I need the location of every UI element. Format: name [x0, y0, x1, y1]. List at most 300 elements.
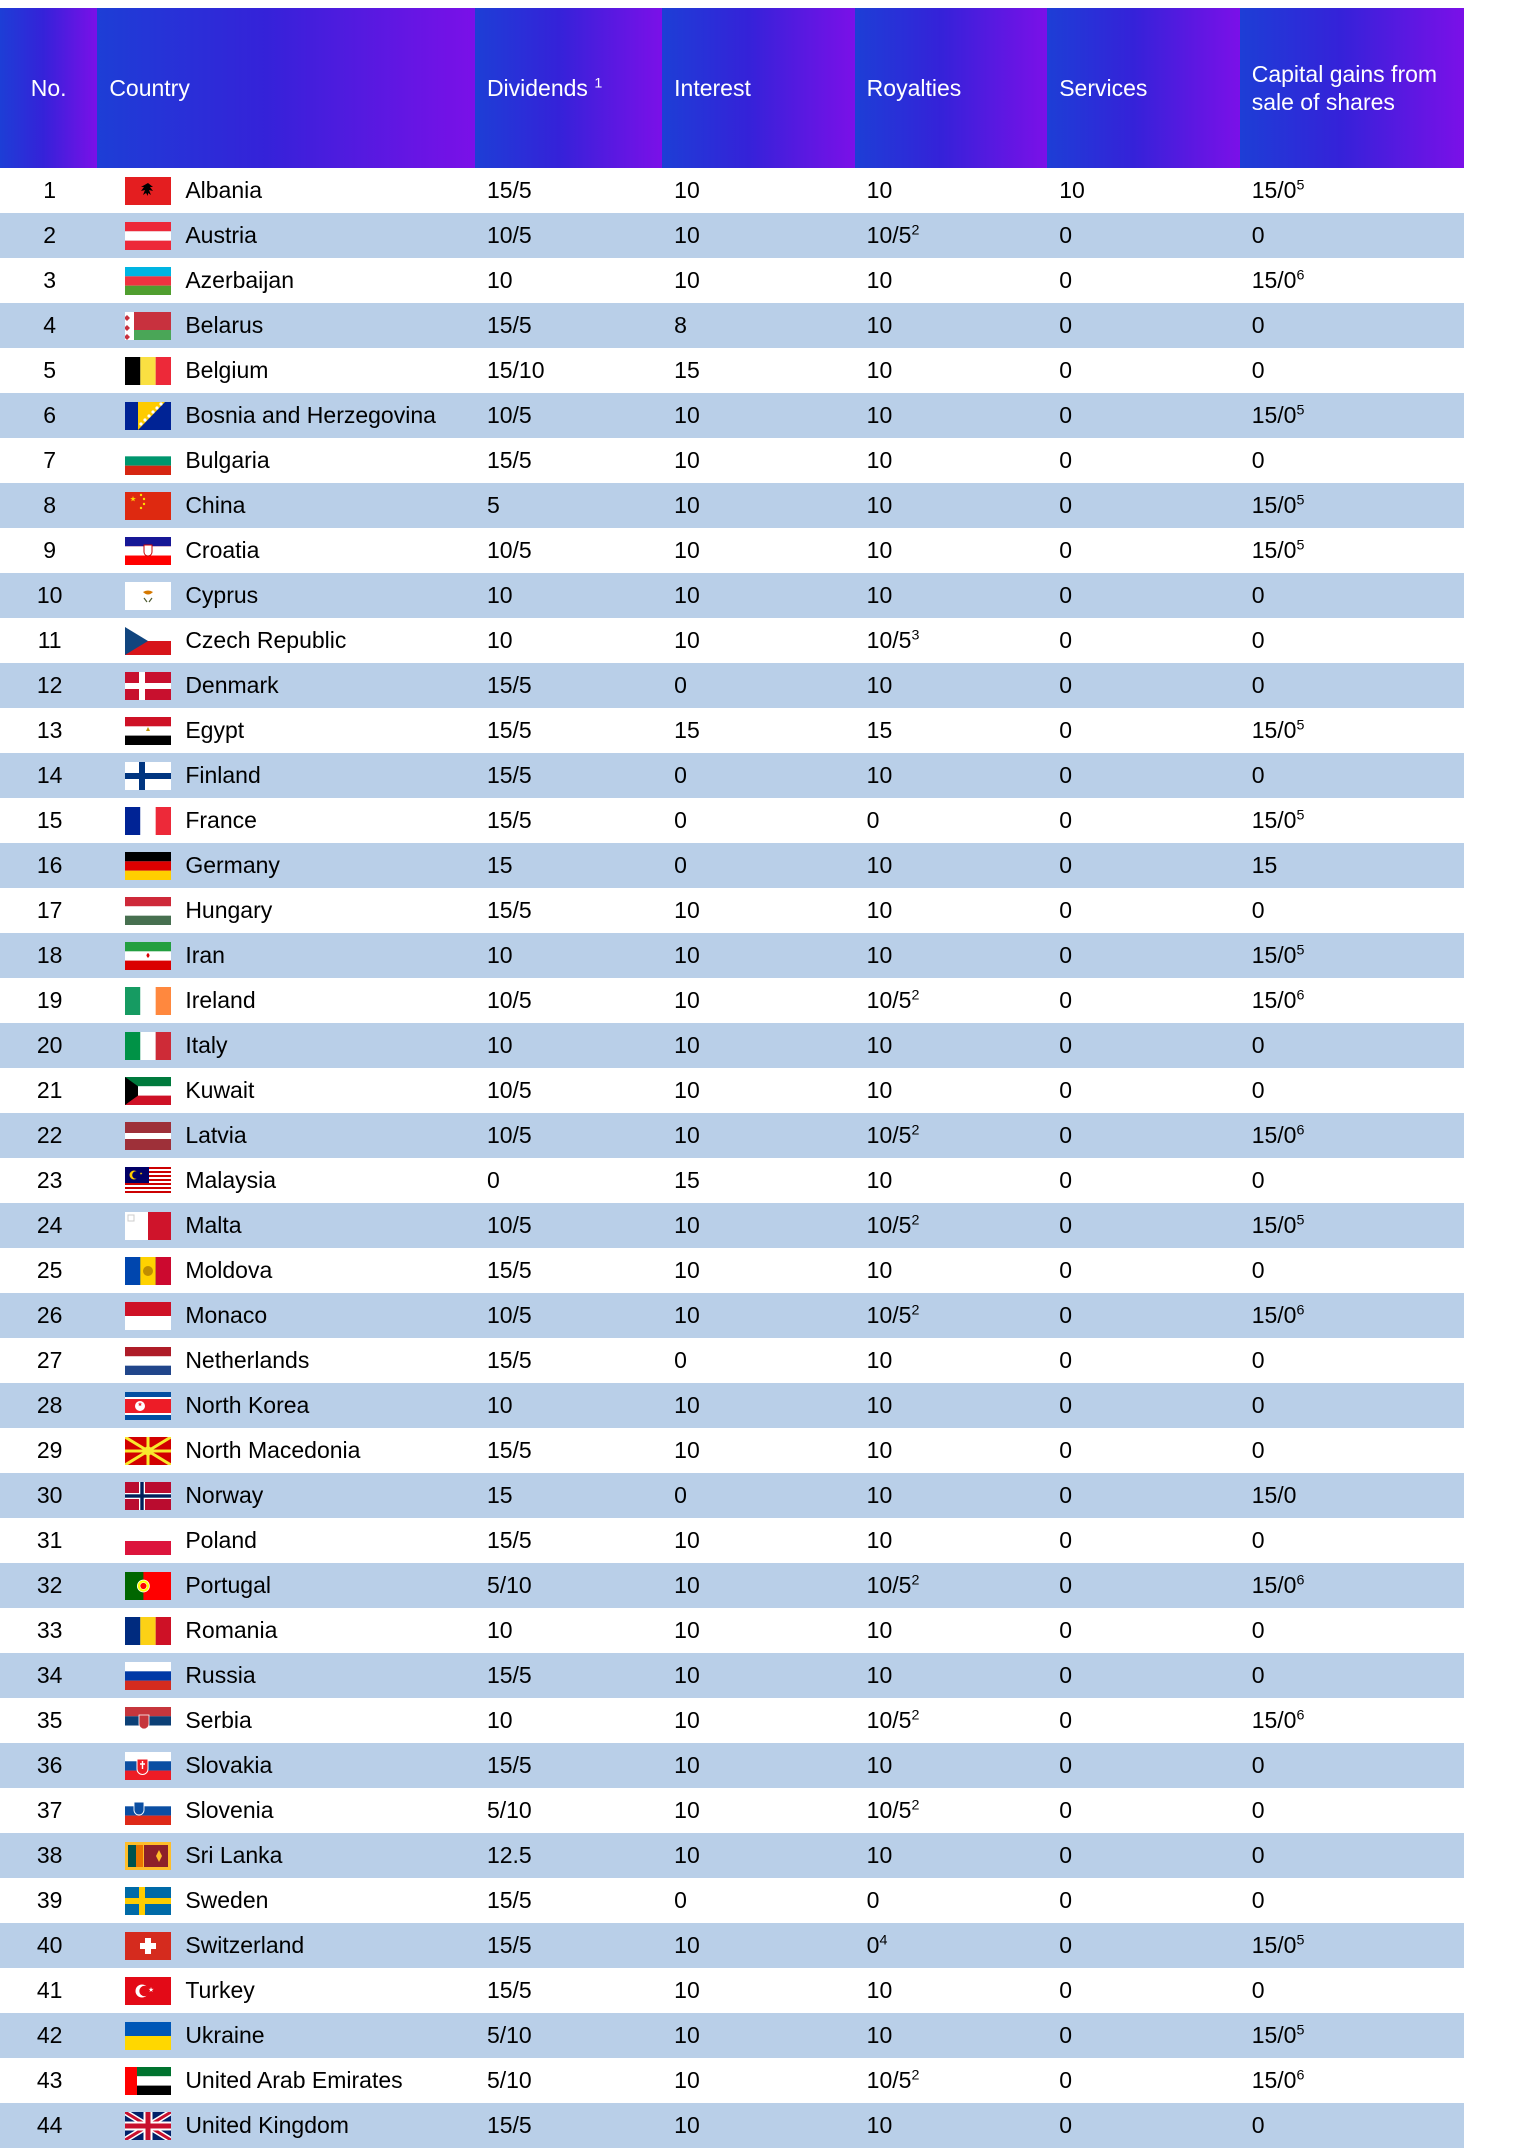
row-dividends: 5/10 — [475, 1788, 662, 1833]
row-capital-gains: 0 — [1240, 1833, 1464, 1878]
row-interest: 0 — [662, 843, 855, 888]
row-capital-gains: 0 — [1240, 348, 1464, 393]
row-services: 10 — [1047, 168, 1240, 213]
row-royalties: 10 — [855, 1743, 1048, 1788]
row-capital-gains: $15/0^6$ — [1240, 1113, 1464, 1158]
row-interest: 10 — [662, 1923, 855, 1968]
row-dividends: 10/5 — [475, 978, 662, 1023]
flag-bosnia-icon — [125, 402, 171, 430]
row-dividends: 15/5 — [475, 1248, 662, 1293]
row-interest: 10 — [662, 1968, 855, 2013]
row-services: 0 — [1047, 2103, 1240, 2148]
row-interest: 10 — [662, 618, 855, 663]
row-country — [97, 1068, 475, 1113]
flag-austria-icon — [125, 222, 171, 250]
row-country — [97, 1923, 475, 1968]
flag-ireland-icon — [125, 987, 171, 1015]
flag-slovakia-icon — [125, 1752, 171, 1780]
row-number: 12 — [0, 663, 97, 708]
row-royalties: 10 — [855, 258, 1048, 303]
row-dividends: 10 — [475, 573, 662, 618]
flag-north-macedonia-icon — [125, 1437, 171, 1465]
row-services: 0 — [1047, 618, 1240, 663]
table-row — [0, 213, 1464, 258]
row-number: 40 — [0, 1923, 97, 1968]
row-interest: 10 — [662, 393, 855, 438]
row-interest: 10 — [662, 528, 855, 573]
row-capital-gains: $15/0^6$ — [1240, 1563, 1464, 1608]
flag-malaysia-icon — [125, 1167, 171, 1195]
row-dividends: 15/5 — [475, 1743, 662, 1788]
row-dividends: 5 — [475, 483, 662, 528]
country-name: Egypt — [185, 716, 245, 743]
row-services: 0 — [1047, 1923, 1240, 1968]
row-royalties: 10 — [855, 2013, 1048, 2058]
flag-switzerland-icon — [125, 1932, 171, 1960]
table-row — [0, 258, 1464, 303]
table-row — [0, 843, 1464, 888]
row-services: 0 — [1047, 1293, 1240, 1338]
row-number: 18 — [0, 933, 97, 978]
table-header-row — [0, 8, 1464, 168]
row-country — [97, 1608, 475, 1653]
row-dividends: 10/5 — [475, 393, 662, 438]
row-dividends: 15/5 — [475, 1923, 662, 1968]
row-number: 38 — [0, 1833, 97, 1878]
country-name: Denmark — [185, 671, 279, 698]
flag-hungary-icon — [125, 897, 171, 925]
table-body — [0, 168, 1464, 2148]
country-name: Belarus — [185, 311, 264, 338]
row-royalties: 10 — [855, 1023, 1048, 1068]
row-royalties: $10/5^2$ — [855, 2058, 1048, 2103]
country-name: North Macedonia — [185, 1436, 361, 1463]
row-country — [97, 2058, 475, 2103]
flag-france-icon — [125, 807, 171, 835]
row-services: 0 — [1047, 213, 1240, 258]
row-country — [97, 1563, 475, 1608]
row-interest: 0 — [662, 798, 855, 843]
row-services: 0 — [1047, 1248, 1240, 1293]
flag-serbia-icon — [125, 1707, 171, 1735]
flag-turkey-icon — [125, 1977, 171, 2005]
flag-ukraine-icon — [125, 2022, 171, 2050]
table-row — [0, 528, 1464, 573]
row-services: 0 — [1047, 483, 1240, 528]
table-row — [0, 2103, 1464, 2148]
row-interest: 10 — [662, 1563, 855, 1608]
row-number: 30 — [0, 1473, 97, 1518]
row-number: 22 — [0, 1113, 97, 1158]
row-interest: 10 — [662, 1428, 855, 1473]
table-row — [0, 1293, 1464, 1338]
flag-azerbaijan-icon — [125, 267, 171, 295]
country-name: Malta — [185, 1211, 242, 1238]
row-capital-gains: 0 — [1240, 303, 1464, 348]
country-name: Austria — [185, 221, 257, 248]
row-royalties: 10 — [855, 1383, 1048, 1428]
row-services: 0 — [1047, 303, 1240, 348]
row-dividends: 10/5 — [475, 528, 662, 573]
row-services: 0 — [1047, 753, 1240, 798]
row-interest: 0 — [662, 1473, 855, 1518]
row-dividends: 5/10 — [475, 2058, 662, 2103]
row-dividends: 15/5 — [475, 798, 662, 843]
row-interest: 10 — [662, 1383, 855, 1428]
row-capital-gains: $15/0^5$ — [1240, 708, 1464, 753]
row-number: 26 — [0, 1293, 97, 1338]
row-royalties: $10/5^2$ — [855, 1698, 1048, 1743]
row-country — [97, 1518, 475, 1563]
row-services: 0 — [1047, 1698, 1240, 1743]
row-services: 0 — [1047, 438, 1240, 483]
row-interest: 10 — [662, 1203, 855, 1248]
country-name: France — [185, 806, 257, 833]
flag-germany-icon — [125, 852, 171, 880]
row-interest: 10 — [662, 1113, 855, 1158]
row-country — [97, 843, 475, 888]
row-royalties: 10 — [855, 1653, 1048, 1698]
country-name: Italy — [185, 1031, 228, 1058]
flag-albania-icon — [125, 177, 171, 205]
flag-latvia-icon — [125, 1122, 171, 1150]
table-row — [0, 1653, 1464, 1698]
row-services: 0 — [1047, 1968, 1240, 2013]
row-capital-gains: $15/0^5$ — [1240, 168, 1464, 213]
table-row — [0, 663, 1464, 708]
row-number: 17 — [0, 888, 97, 933]
row-interest: 0 — [662, 663, 855, 708]
row-capital-gains: $15/0^6$ — [1240, 1293, 1464, 1338]
row-interest: 10 — [662, 2013, 855, 2058]
row-dividends: 10 — [475, 933, 662, 978]
row-country — [97, 1653, 475, 1698]
row-services: 0 — [1047, 1383, 1240, 1428]
row-capital-gains: 15 — [1240, 843, 1464, 888]
row-country — [97, 1248, 475, 1293]
row-capital-gains: $15/0^6$ — [1240, 978, 1464, 1023]
row-capital-gains: 0 — [1240, 1383, 1464, 1428]
row-royalties: 10 — [855, 663, 1048, 708]
row-country — [97, 978, 475, 1023]
column-header-no: No. — [0, 8, 97, 168]
row-services: 0 — [1047, 1113, 1240, 1158]
row-royalties: 10 — [855, 1968, 1048, 2013]
row-interest: 10 — [662, 483, 855, 528]
row-capital-gains: $15/0^5$ — [1240, 528, 1464, 573]
country-name: Belgium — [185, 356, 269, 383]
row-interest: 0 — [662, 1878, 855, 1923]
row-services: 0 — [1047, 573, 1240, 618]
row-dividends: 12.5 — [475, 1833, 662, 1878]
row-dividends: 15/5 — [475, 753, 662, 798]
treaty-rates-table — [0, 8, 1464, 2148]
row-number: 34 — [0, 1653, 97, 1698]
row-services: 0 — [1047, 348, 1240, 393]
row-capital-gains: 0 — [1240, 213, 1464, 258]
flag-sri-lanka-icon — [125, 1842, 171, 1870]
flag-egypt-icon — [125, 717, 171, 745]
row-capital-gains: $15/0^6$ — [1240, 2058, 1464, 2103]
row-interest: 8 — [662, 303, 855, 348]
row-number: 36 — [0, 1743, 97, 1788]
table-row — [0, 1923, 1464, 1968]
row-capital-gains: $15/0^5$ — [1240, 933, 1464, 978]
row-number: 32 — [0, 1563, 97, 1608]
row-number: 29 — [0, 1428, 97, 1473]
row-number: 9 — [0, 528, 97, 573]
column-header-dividends-label: Dividends — [486, 74, 588, 101]
country-name: United Kingdom — [185, 2111, 349, 2138]
table-row — [0, 1023, 1464, 1068]
row-country — [97, 438, 475, 483]
row-interest: 15 — [662, 1158, 855, 1203]
row-number: 44 — [0, 2103, 97, 2148]
country-name: Serbia — [185, 1706, 252, 1733]
row-capital-gains: $15/0^5$ — [1240, 798, 1464, 843]
row-dividends: 15/10 — [475, 348, 662, 393]
row-interest: 15 — [662, 708, 855, 753]
row-number: 43 — [0, 2058, 97, 2103]
row-number: 39 — [0, 1878, 97, 1923]
row-capital-gains: $15/0^6$ — [1240, 258, 1464, 303]
row-country — [97, 258, 475, 303]
table-row — [0, 303, 1464, 348]
table-row — [0, 1338, 1464, 1383]
country-name: Netherlands — [185, 1346, 310, 1373]
country-name: Kuwait — [185, 1076, 255, 1103]
row-capital-gains: $15/0^5$ — [1240, 483, 1464, 528]
row-dividends: 15/5 — [475, 888, 662, 933]
row-capital-gains: 0 — [1240, 1248, 1464, 1293]
row-services: 0 — [1047, 2013, 1240, 2058]
table-row — [0, 1788, 1464, 1833]
row-number: 20 — [0, 1023, 97, 1068]
country-name: United Arab Emirates — [185, 2066, 403, 2093]
table-row — [0, 888, 1464, 933]
row-interest: 10 — [662, 258, 855, 303]
row-capital-gains: 15/0 — [1240, 1473, 1464, 1518]
row-interest: 10 — [662, 168, 855, 213]
row-royalties: $10/5^2$ — [855, 213, 1048, 258]
column-header-capital-gains: Capital gains from sale of shares — [1240, 8, 1464, 168]
row-capital-gains: 0 — [1240, 1743, 1464, 1788]
row-number: 19 — [0, 978, 97, 1023]
row-capital-gains: 0 — [1240, 1788, 1464, 1833]
table-row — [0, 348, 1464, 393]
country-name: Monaco — [185, 1301, 268, 1328]
row-country — [97, 798, 475, 843]
row-dividends: 15/5 — [475, 663, 662, 708]
flag-cyprus-icon — [125, 582, 171, 610]
country-name: Bulgaria — [185, 446, 270, 473]
country-name: China — [185, 491, 246, 518]
row-royalties: $10/5^2$ — [855, 978, 1048, 1023]
row-royalties: $10/5^2$ — [855, 1788, 1048, 1833]
row-country — [97, 1158, 475, 1203]
flag-malta-icon — [125, 1212, 171, 1240]
country-name: Albania — [185, 176, 263, 203]
row-interest: 10 — [662, 1068, 855, 1113]
row-interest: 10 — [662, 1518, 855, 1563]
row-number: 14 — [0, 753, 97, 798]
row-capital-gains: 0 — [1240, 1023, 1464, 1068]
row-country — [97, 1698, 475, 1743]
row-royalties: 0 — [855, 1878, 1048, 1923]
country-name: Sweden — [185, 1886, 269, 1913]
row-royalties: 10 — [855, 933, 1048, 978]
row-services: 0 — [1047, 1833, 1240, 1878]
country-name: Hungary — [185, 896, 273, 923]
country-name: Malaysia — [185, 1166, 277, 1193]
country-name: Germany — [185, 851, 280, 878]
row-capital-gains: 0 — [1240, 438, 1464, 483]
row-dividends: 10 — [475, 1023, 662, 1068]
row-royalties: 10 — [855, 1248, 1048, 1293]
row-royalties: 10 — [855, 573, 1048, 618]
row-capital-gains: 0 — [1240, 1068, 1464, 1113]
flag-poland-icon — [125, 1527, 171, 1555]
row-number: 25 — [0, 1248, 97, 1293]
row-royalties: 10 — [855, 1428, 1048, 1473]
row-interest: 0 — [662, 753, 855, 798]
row-dividends: 10/5 — [475, 213, 662, 258]
row-interest: 10 — [662, 213, 855, 258]
row-services: 0 — [1047, 933, 1240, 978]
row-number: 28 — [0, 1383, 97, 1428]
flag-portugal-icon — [125, 1572, 171, 1600]
table-row — [0, 753, 1464, 798]
row-dividends: 15/5 — [475, 1968, 662, 2013]
row-dividends: 10 — [475, 258, 662, 303]
country-name: Turkey — [185, 1976, 255, 2003]
row-capital-gains: 0 — [1240, 1158, 1464, 1203]
row-capital-gains: 0 — [1240, 663, 1464, 708]
row-interest: 10 — [662, 1698, 855, 1743]
table-row — [0, 1563, 1464, 1608]
row-dividends: 10/5 — [475, 1113, 662, 1158]
row-capital-gains: 0 — [1240, 1878, 1464, 1923]
table-row — [0, 483, 1464, 528]
row-number: 37 — [0, 1788, 97, 1833]
row-country — [97, 618, 475, 663]
table-row — [0, 1473, 1464, 1518]
flag-bulgaria-icon — [125, 447, 171, 475]
table-row — [0, 798, 1464, 843]
row-country — [97, 753, 475, 798]
row-number: 35 — [0, 1698, 97, 1743]
row-dividends: 10/5 — [475, 1068, 662, 1113]
row-dividends: 10 — [475, 1608, 662, 1653]
row-services: 0 — [1047, 1473, 1240, 1518]
row-country — [97, 2103, 475, 2148]
country-name: Ukraine — [185, 2021, 265, 2048]
country-name: North Korea — [185, 1391, 310, 1418]
flag-monaco-icon — [125, 1302, 171, 1330]
row-number: 33 — [0, 1608, 97, 1653]
row-services: 0 — [1047, 663, 1240, 708]
row-royalties: $0^4$ — [855, 1923, 1048, 1968]
row-services: 0 — [1047, 708, 1240, 753]
row-country — [97, 1878, 475, 1923]
row-services: 0 — [1047, 1788, 1240, 1833]
table-row — [0, 1428, 1464, 1473]
flag-slovenia-icon — [125, 1797, 171, 1825]
row-number: 11 — [0, 618, 97, 663]
table-row — [0, 1743, 1464, 1788]
flag-czech-icon — [125, 627, 171, 655]
country-name: Switzerland — [185, 1931, 305, 1958]
row-capital-gains: $15/0^5$ — [1240, 1923, 1464, 1968]
row-interest: 10 — [662, 1743, 855, 1788]
column-header-services: Services — [1047, 8, 1240, 168]
row-services: 0 — [1047, 1743, 1240, 1788]
table-row — [0, 1968, 1464, 2013]
flag-belarus-icon — [125, 312, 171, 340]
column-header-interest: Interest — [662, 8, 855, 168]
row-interest: 10 — [662, 2103, 855, 2148]
row-dividends: 15 — [475, 843, 662, 888]
row-number: 10 — [0, 573, 97, 618]
table-row — [0, 1518, 1464, 1563]
row-royalties: 10 — [855, 528, 1048, 573]
row-country — [97, 1743, 475, 1788]
row-number: 8 — [0, 483, 97, 528]
row-royalties: $10/5^2$ — [855, 1563, 1048, 1608]
flag-uk-icon — [125, 2112, 171, 2140]
row-number: 16 — [0, 843, 97, 888]
column-header-royalties: Royalties — [855, 8, 1048, 168]
row-capital-gains: 0 — [1240, 1968, 1464, 2013]
country-name: Romania — [185, 1616, 278, 1643]
row-dividends: 0 — [475, 1158, 662, 1203]
row-number: 4 — [0, 303, 97, 348]
row-capital-gains: $15/0^5$ — [1240, 2013, 1464, 2058]
row-dividends: 15/5 — [475, 2103, 662, 2148]
flag-netherlands-icon — [125, 1347, 171, 1375]
row-country — [97, 348, 475, 393]
row-number: 23 — [0, 1158, 97, 1203]
row-royalties: $10/5^3$ — [855, 618, 1048, 663]
row-interest: 15 — [662, 348, 855, 393]
country-name: Sri Lanka — [185, 1841, 283, 1868]
row-services: 0 — [1047, 1068, 1240, 1113]
table-row — [0, 2013, 1464, 2058]
row-royalties: 10 — [855, 1608, 1048, 1653]
row-royalties: 10 — [855, 1338, 1048, 1383]
row-country — [97, 168, 475, 213]
country-name: Poland — [185, 1526, 257, 1553]
country-name: Slovakia — [185, 1751, 273, 1778]
row-interest: 10 — [662, 1653, 855, 1698]
row-royalties: 10 — [855, 1518, 1048, 1563]
row-capital-gains: $15/0^6$ — [1240, 1698, 1464, 1743]
row-services: 0 — [1047, 1428, 1240, 1473]
row-capital-gains: 0 — [1240, 573, 1464, 618]
row-services: 0 — [1047, 1158, 1240, 1203]
country-name: Portugal — [185, 1571, 271, 1598]
row-services: 0 — [1047, 1653, 1240, 1698]
row-interest: 10 — [662, 1608, 855, 1653]
country-name: Norway — [185, 1481, 264, 1508]
country-name: Croatia — [185, 536, 260, 563]
table-row — [0, 1698, 1464, 1743]
row-services: 0 — [1047, 1518, 1240, 1563]
row-country — [97, 2013, 475, 2058]
row-royalties: 0 — [855, 798, 1048, 843]
row-royalties: 10 — [855, 2103, 1048, 2148]
table-row — [0, 1878, 1464, 1923]
